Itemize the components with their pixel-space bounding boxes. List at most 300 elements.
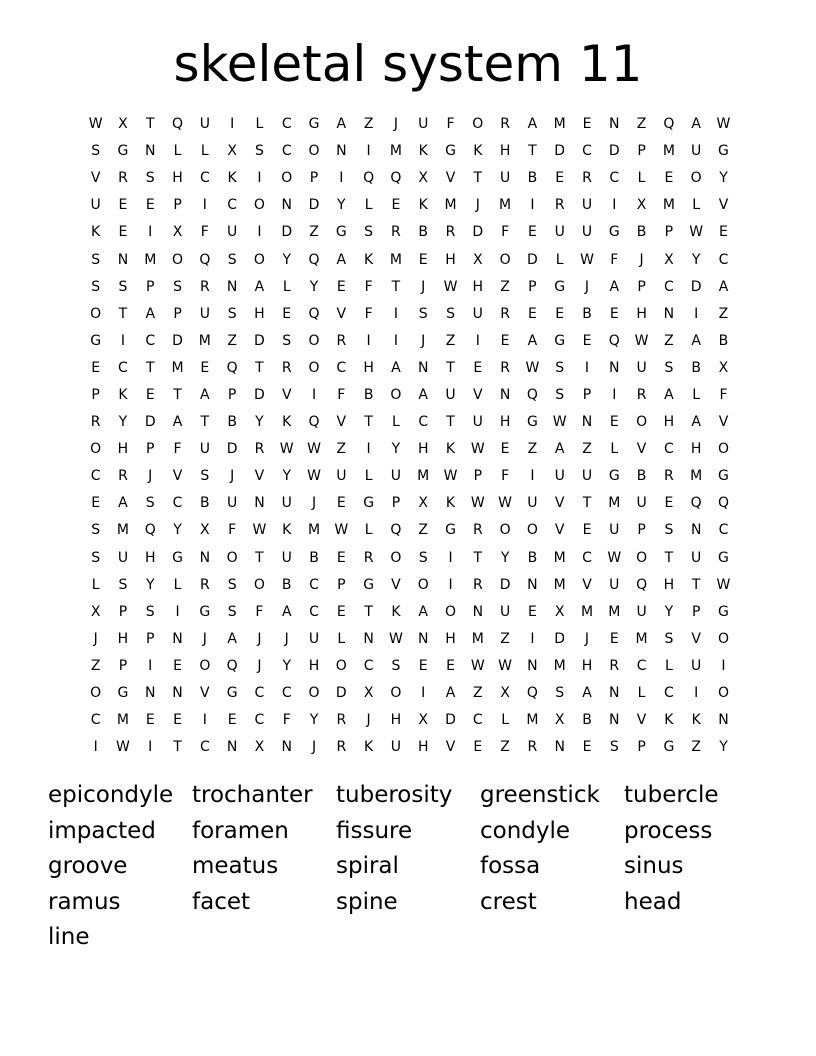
grid-letter: K — [445, 441, 456, 458]
grid-letter: I — [257, 224, 262, 241]
grid-letter: I — [93, 739, 98, 756]
grid-letter: I — [230, 116, 235, 133]
grid-letter: I — [530, 630, 535, 647]
grid-letter: B — [527, 549, 538, 566]
grid-letter: T — [473, 170, 483, 187]
grid-letter: X — [418, 712, 428, 729]
grid-letter: C — [663, 278, 674, 295]
grid-letter: D — [554, 143, 566, 160]
grid-letter: N — [609, 116, 620, 133]
grid-letter: A — [227, 630, 237, 647]
grid-letter: I — [530, 468, 535, 485]
grid-letter: L — [664, 657, 673, 674]
grid-letter: O — [90, 305, 102, 322]
letter-grid — [82, 111, 742, 761]
grid-letter: G — [718, 603, 729, 620]
grid-letter: C — [118, 359, 128, 376]
grid-letter: M — [690, 468, 703, 485]
grid-letter: X — [554, 712, 565, 729]
grid-letter: P — [146, 441, 155, 458]
grid-letter: T — [582, 495, 592, 512]
grid-letter: G — [363, 576, 375, 593]
grid-letter: O — [308, 332, 320, 349]
grid-row — [82, 111, 742, 138]
grid-letter: U — [691, 549, 702, 566]
grid-letter: P — [227, 386, 237, 403]
grid-letter: E — [555, 305, 565, 322]
grid-letter: Z — [636, 116, 647, 133]
grid-letter: H — [117, 441, 129, 458]
grid-letter: K — [391, 603, 401, 620]
grid-letter: T — [255, 359, 264, 376]
grid-letter: C — [281, 685, 292, 702]
grid-letter: N — [172, 685, 183, 702]
grid-letter: F — [719, 386, 728, 403]
grid-letter: J — [584, 630, 590, 647]
grid-row — [82, 734, 742, 761]
grid-letter: M — [417, 468, 430, 485]
grid-letter: S — [91, 251, 101, 268]
grid-letter: N — [527, 657, 538, 674]
grid-letter: W — [88, 116, 103, 133]
grid-letter: D — [308, 197, 320, 214]
grid-letter: Y — [391, 441, 401, 458]
grid-letter: Q — [144, 522, 156, 539]
grid-letter: B — [281, 576, 292, 593]
grid-letter: Y — [255, 414, 264, 431]
grid-letter: O — [390, 386, 402, 403]
grid-letter: S — [91, 143, 101, 160]
grid-letter: S — [418, 305, 428, 322]
grid-letter: N — [281, 197, 292, 214]
grid-letter: G — [718, 468, 729, 485]
grid-row — [82, 517, 742, 544]
grid-letter: S — [254, 143, 264, 160]
grid-letter: H — [144, 549, 156, 566]
grid-letter: W — [307, 468, 321, 485]
grid-letter: G — [445, 522, 456, 539]
grid-letter: T — [691, 576, 701, 593]
grid-letter: H — [363, 359, 374, 376]
grid-letter: X — [473, 251, 483, 268]
grid-letter: J — [93, 630, 98, 647]
grid-letter: P — [637, 739, 646, 756]
grid-letter: H — [663, 414, 675, 431]
grid-letter: D — [527, 251, 538, 268]
grid-letter: G — [226, 685, 238, 702]
grid-letter: P — [637, 522, 646, 539]
grid-letter: P — [664, 224, 674, 241]
grid-row — [82, 382, 742, 409]
grid-letter: L — [255, 116, 264, 133]
grid-letter: C — [309, 603, 319, 620]
grid-letter: P — [173, 197, 182, 214]
grid-letter: M — [116, 522, 129, 539]
grid-letter: P — [309, 170, 319, 187]
grid-row — [82, 680, 742, 707]
word-bank-item: condyle — [480, 817, 571, 844]
grid-letter: B — [582, 305, 592, 322]
grid-letter: G — [199, 603, 211, 620]
grid-letter: V — [281, 386, 292, 403]
grid-letter: H — [581, 657, 593, 674]
grid-letter: E — [391, 197, 401, 214]
grid-letter: E — [336, 495, 346, 512]
grid-letter: Q — [390, 170, 402, 187]
grid-letter: S — [555, 359, 565, 376]
grid-row — [82, 274, 742, 301]
grid-letter: E — [200, 359, 210, 376]
grid-letter: O — [444, 603, 457, 620]
grid-letter: G — [663, 739, 675, 756]
grid-letter: C — [172, 495, 183, 512]
grid-row — [82, 301, 742, 328]
grid-letter: D — [281, 224, 293, 241]
grid-letter: K — [91, 224, 101, 241]
grid-letter: H — [445, 251, 456, 268]
grid-letter: I — [694, 305, 699, 322]
grid-letter: N — [281, 739, 292, 756]
grid-letter: C — [582, 549, 592, 566]
grid-letter: P — [146, 630, 155, 647]
grid-letter: K — [364, 739, 374, 756]
grid-letter: X — [500, 685, 510, 702]
grid-letter: E — [173, 712, 182, 729]
word-bank-item: fissure — [336, 817, 413, 844]
word-bank-item: spine — [336, 888, 398, 915]
word-bank-item: head — [624, 888, 682, 915]
grid-letter: A — [718, 278, 729, 295]
grid-letter: D — [690, 278, 702, 295]
page-title: skeletal system 11 — [173, 35, 643, 93]
grid-letter: Z — [500, 278, 510, 295]
grid-letter: V — [554, 495, 565, 512]
grid-letter: L — [173, 576, 182, 593]
grid-letter: U — [581, 468, 593, 485]
grid-letter: M — [171, 359, 184, 376]
grid-letter: E — [336, 603, 346, 620]
grid-letter: M — [553, 576, 566, 593]
grid-letter: Y — [282, 251, 291, 268]
grid-letter: G — [117, 685, 129, 702]
word-bank-item: spiral — [336, 853, 399, 880]
grid-letter: D — [226, 441, 238, 458]
grid-letter: E — [582, 116, 592, 133]
grid-letter: U — [472, 414, 483, 431]
grid-letter: R — [90, 414, 101, 431]
grid-letter: W — [580, 251, 594, 268]
grid-letter: B — [227, 414, 237, 431]
grid-letter: D — [335, 685, 347, 702]
grid-letter: J — [148, 468, 153, 485]
grid-letter: L — [637, 170, 646, 187]
grid-letter: R — [336, 739, 347, 756]
grid-letter: Z — [227, 332, 237, 349]
grid-letter: S — [91, 522, 101, 539]
grid-letter: R — [391, 224, 401, 241]
grid-letter: P — [528, 278, 537, 295]
grid-letter: C — [199, 739, 210, 756]
grid-letter: X — [718, 359, 729, 376]
grid-letter: V — [172, 468, 183, 485]
grid-letter: E — [555, 170, 565, 187]
grid-letter: P — [691, 603, 701, 620]
grid-letter: K — [227, 170, 237, 187]
grid-letter: F — [610, 251, 619, 268]
grid-letter: H — [499, 143, 511, 160]
grid-letter: B — [527, 170, 538, 187]
grid-row — [82, 463, 742, 490]
grid-letter: P — [118, 657, 128, 674]
grid-letter: G — [445, 143, 456, 160]
grid-letter: Q — [526, 685, 538, 702]
grid-letter: J — [230, 468, 235, 485]
grid-letter: A — [200, 386, 210, 403]
grid-letter: Y — [145, 576, 155, 593]
grid-letter: U — [691, 143, 702, 160]
grid-letter: U — [390, 468, 402, 485]
grid-letter: D — [554, 630, 566, 647]
grid-letter: H — [417, 739, 429, 756]
grid-letter: W — [443, 278, 458, 295]
grid-letter: F — [282, 712, 291, 729]
grid-letter: A — [418, 603, 428, 620]
grid-letter: N — [609, 685, 620, 702]
grid-letter: R — [500, 359, 510, 376]
grid-letter: W — [116, 739, 130, 756]
grid-letter: L — [91, 576, 100, 593]
grid-letter: Z — [500, 739, 510, 756]
grid-letter: U — [472, 305, 483, 322]
grid-letter: T — [255, 549, 264, 566]
word-bank-item: line — [48, 924, 90, 951]
grid-letter: R — [472, 576, 483, 593]
grid-letter: K — [445, 495, 456, 512]
grid-letter: G — [718, 143, 729, 160]
grid-letter: I — [475, 332, 480, 349]
grid-letter: P — [173, 305, 182, 322]
grid-letter: R — [472, 522, 483, 539]
grid-letter: H — [690, 441, 702, 458]
grid-letter: I — [120, 332, 126, 349]
grid-letter: Z — [527, 441, 538, 458]
grid-letter: U — [499, 170, 511, 187]
grid-letter: Y — [309, 278, 319, 295]
grid-letter: E — [609, 414, 619, 431]
grid-letter: E — [91, 495, 101, 512]
grid-letter: E — [473, 359, 483, 376]
grid-letter: S — [91, 278, 101, 295]
grid-letter: N — [499, 386, 511, 403]
grid-letter: M — [580, 603, 594, 620]
grid-row — [82, 409, 742, 436]
grid-letter: C — [227, 197, 238, 214]
grid-letter: U — [636, 495, 647, 512]
grid-letter: F — [501, 468, 510, 485]
grid-letter: K — [282, 522, 292, 539]
grid-letter: P — [146, 278, 155, 295]
grid-letter: H — [117, 630, 129, 647]
grid-letter: W — [334, 522, 349, 539]
word-bank-item: epicondyle — [48, 782, 174, 808]
grid-letter: S — [227, 251, 237, 268]
grid-letter: F — [228, 522, 237, 539]
grid-letter: A — [691, 332, 701, 349]
grid-letter: Y — [691, 251, 701, 268]
grid-letter: A — [391, 359, 401, 376]
grid-letter: U — [227, 224, 238, 241]
grid-letter: Q — [363, 170, 375, 187]
grid-letter: U — [445, 386, 456, 403]
grid-letter: L — [337, 630, 346, 647]
grid-letter: L — [364, 197, 373, 214]
grid-letter: Z — [582, 441, 592, 458]
grid-letter: R — [500, 305, 510, 322]
grid-letter: K — [664, 712, 674, 729]
grid-letter: B — [636, 224, 647, 241]
grid-letter: W — [252, 522, 267, 539]
grid-letter: I — [612, 197, 617, 214]
grid-letter: I — [175, 603, 180, 620]
grid-letter: C — [281, 116, 292, 133]
grid-letter: L — [364, 522, 373, 539]
grid-letter: L — [692, 386, 701, 403]
grid-letter: B — [200, 495, 210, 512]
grid-letter: L — [501, 712, 509, 729]
grid-letter: N — [663, 305, 675, 322]
grid-letter: C — [663, 441, 674, 458]
grid-letter: C — [199, 170, 210, 187]
grid-letter: G — [172, 549, 183, 566]
grid-letter: O — [308, 685, 320, 702]
grid-letter: E — [418, 251, 428, 268]
grid-letter: E — [473, 739, 483, 756]
grid-letter: X — [254, 739, 265, 756]
grid-letter: V — [473, 386, 483, 403]
grid-letter: P — [118, 603, 128, 620]
grid-letter: I — [448, 576, 453, 593]
grid-letter: P — [391, 495, 401, 512]
grid-letter: U — [499, 603, 511, 620]
grid-letter: I — [366, 332, 371, 349]
grid-letter: R — [199, 278, 210, 295]
grid-letter: C — [718, 522, 729, 539]
grid-letter: W — [388, 630, 403, 647]
grid-letter: V — [391, 576, 401, 593]
grid-letter: J — [311, 739, 317, 756]
grid-letter: J — [366, 712, 371, 729]
grid-letter: H — [472, 278, 484, 295]
grid-row — [82, 328, 742, 355]
grid-letter: G — [608, 468, 620, 485]
grid-letter: C — [418, 414, 429, 431]
grid-letter: H — [445, 630, 456, 647]
grid-letter: S — [227, 576, 237, 593]
grid-letter: L — [555, 251, 564, 268]
grid-letter: T — [145, 359, 155, 376]
grid-letter: I — [612, 386, 617, 403]
grid-letter: S — [555, 685, 565, 702]
grid-letter: E — [118, 197, 128, 214]
grid-letter: O — [253, 576, 265, 593]
grid-letter: J — [257, 657, 262, 674]
word-bank-item: tubercle — [624, 782, 719, 808]
grid-letter: Q — [717, 495, 729, 512]
grid-letter: D — [254, 386, 265, 403]
grid-letter: N — [226, 739, 238, 756]
grid-letter: C — [609, 170, 620, 187]
grid-letter: R — [554, 197, 565, 214]
grid-letter: D — [499, 576, 511, 593]
grid-letter: U — [199, 441, 210, 458]
grid-row — [82, 138, 742, 165]
grid-letter: O — [499, 522, 511, 539]
grid-letter: Z — [500, 630, 510, 647]
grid-letter: C — [145, 332, 156, 349]
grid-letter: K — [364, 251, 374, 268]
grid-letter: L — [282, 278, 291, 295]
grid-letter: H — [390, 712, 402, 729]
grid-letter: X — [418, 495, 428, 512]
grid-letter: B — [418, 224, 429, 241]
grid-letter: Z — [445, 332, 456, 349]
grid-letter: K — [473, 143, 483, 160]
grid-letter: F — [255, 603, 264, 620]
grid-letter: O — [690, 170, 702, 187]
grid-letter: S — [555, 386, 565, 403]
grid-letter: K — [418, 143, 428, 160]
grid-letter: S — [282, 332, 292, 349]
grid-letter: S — [145, 603, 155, 620]
word-bank-item: impacted — [48, 817, 156, 844]
grid-letter: E — [145, 386, 155, 403]
grid-letter: Y — [309, 712, 319, 729]
word-bank-item: tuberosity — [336, 782, 453, 808]
grid-letter: M — [553, 116, 566, 133]
word-bank-item: ramus — [48, 888, 121, 915]
grid-letter: C — [281, 143, 292, 160]
grid-letter: R — [254, 441, 265, 458]
word-bank-item: process — [624, 817, 713, 844]
grid-letter: J — [311, 495, 317, 512]
grid-letter: E — [582, 739, 592, 756]
grid-letter: U — [609, 576, 620, 593]
grid-letter: O — [308, 359, 320, 376]
grid-letter: A — [554, 441, 565, 458]
grid-row — [82, 599, 742, 626]
grid-letter: A — [691, 116, 701, 133]
grid-letter: T — [173, 386, 182, 403]
grid-letter: Q — [226, 657, 238, 674]
grid-letter: R — [363, 549, 374, 566]
grid-letter: A — [118, 495, 128, 512]
grid-letter: L — [200, 143, 209, 160]
grid-letter: A — [527, 116, 538, 133]
grid-letter: S — [118, 278, 128, 295]
grid-letter: O — [90, 441, 102, 458]
grid-letter: R — [582, 170, 592, 187]
grid-letter: X — [227, 143, 237, 160]
grid-letter: N — [254, 495, 265, 512]
grid-letter: S — [145, 495, 155, 512]
grid-letter: W — [689, 224, 704, 241]
grid-letter: N — [117, 251, 129, 268]
grid-letter: E — [418, 657, 428, 674]
grid-letter: X — [90, 603, 101, 620]
grid-letter: Q — [690, 495, 702, 512]
grid-letter: M — [471, 630, 484, 647]
grid-letter: O — [417, 576, 429, 593]
